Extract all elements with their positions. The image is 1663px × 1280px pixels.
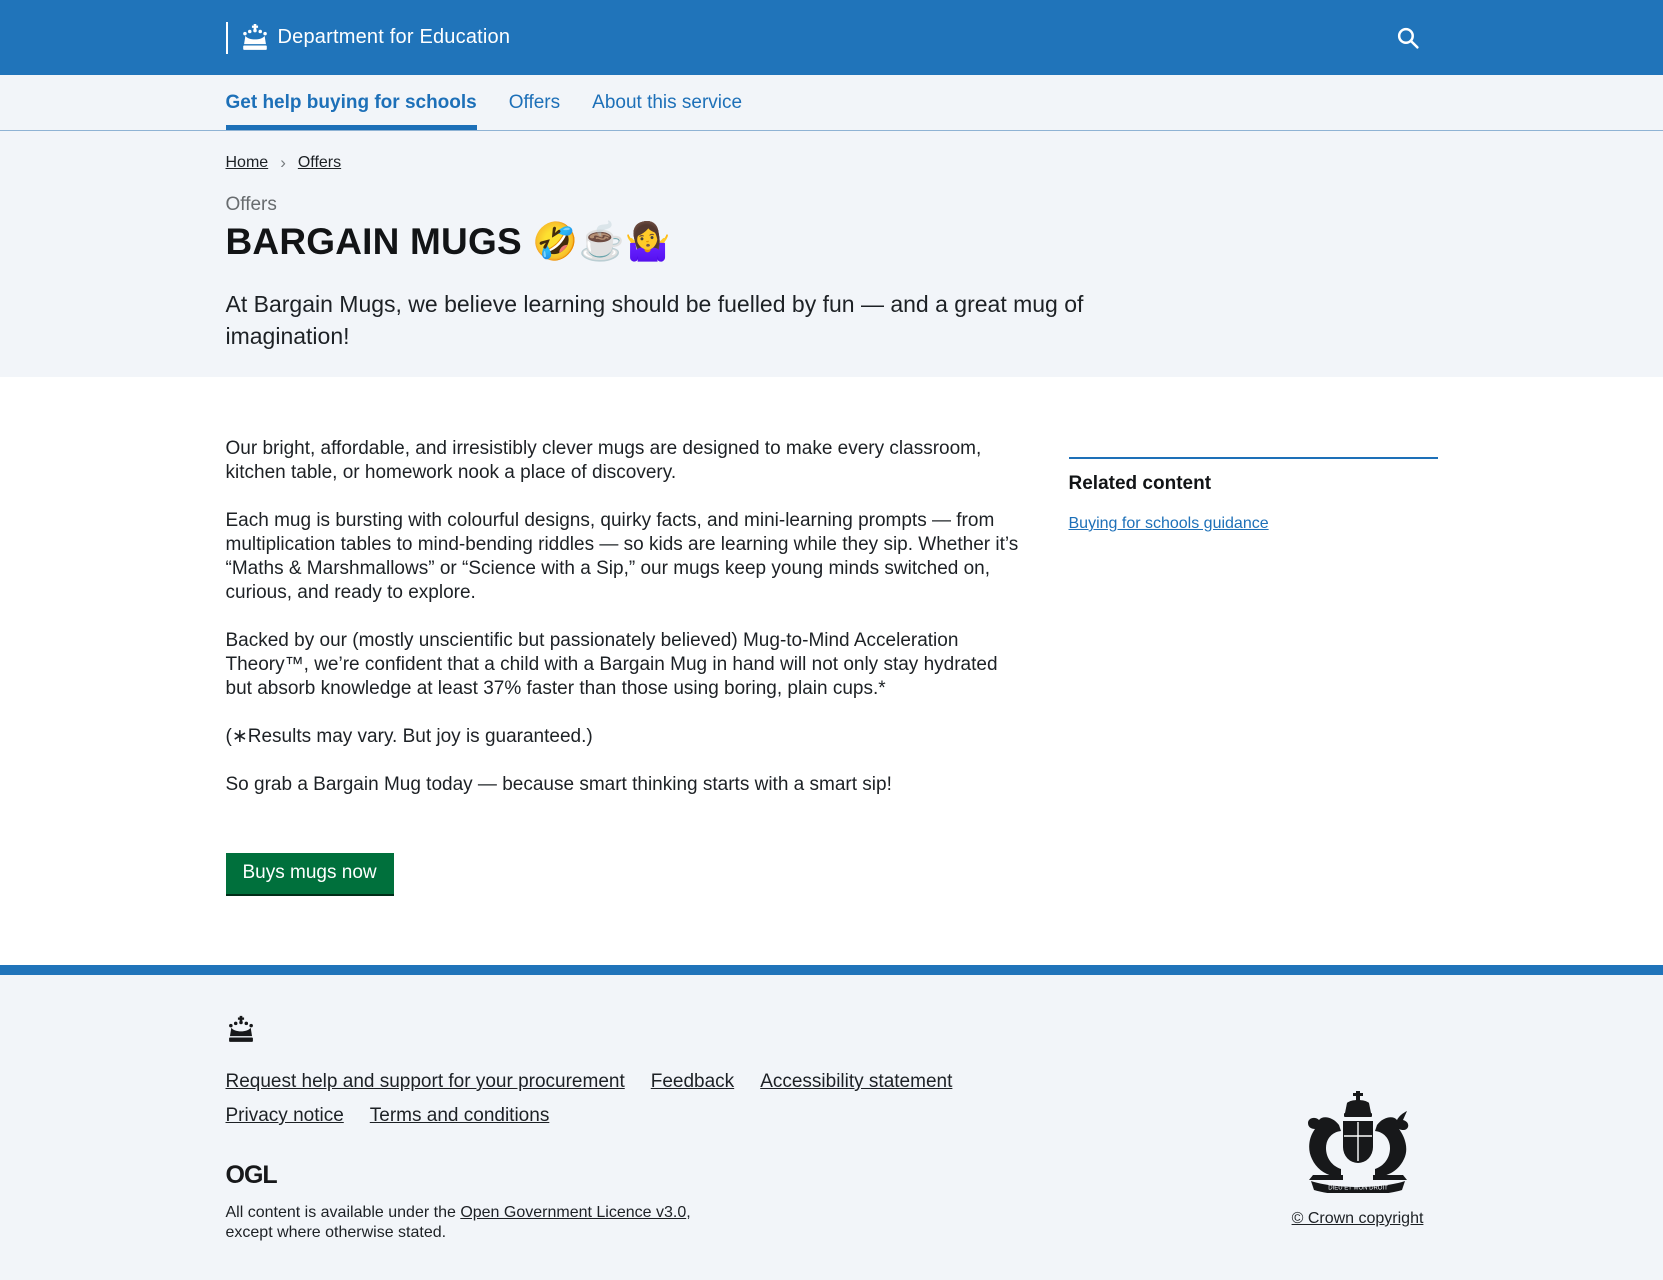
tab-get-help-buying-for-schools[interactable]: Get help buying for schools — [226, 75, 477, 130]
chevron-right-icon: › — [280, 153, 286, 172]
open-government-licence-link[interactable]: Open Government Licence v3.0 — [460, 1204, 687, 1221]
main-content — [0, 377, 1663, 965]
service-nav — [0, 75, 1663, 131]
ogl-icon: OGL — [225, 1161, 277, 1189]
page-caption: Offers — [225, 194, 277, 215]
org-name: Department for Education — [277, 26, 511, 48]
licence-text: All content is available under the — [225, 1204, 461, 1221]
related-content-panel — [1069, 457, 1438, 894]
buy-mugs-button[interactable]: Buys mugs now — [226, 853, 394, 894]
footer-link-feedback[interactable]: Feedback — [650, 1071, 735, 1092]
licence-statement — [226, 1203, 696, 1243]
related-content-heading: Related content — [1068, 473, 1212, 494]
dfe-logo-link[interactable] — [226, 22, 511, 54]
body-copy — [226, 437, 1021, 894]
footer-link-privacy[interactable]: Privacy notice — [225, 1105, 344, 1126]
tab-about-this-service[interactable]: About this service — [592, 91, 743, 113]
footer-links-row — [226, 1105, 1438, 1127]
breadcrumb-home-link[interactable]: Home — [225, 154, 269, 171]
site-footer — [0, 965, 1663, 1280]
tab-offers[interactable]: Offers — [508, 91, 561, 113]
footer-link-request-help[interactable]: Request help and support for your procurement — [225, 1071, 625, 1092]
page-subtitle: At Bargain Mugs, we believe learning should be fuelled by fun — and a great mug of imagination! — [225, 291, 1084, 349]
search-button[interactable] — [1391, 21, 1424, 54]
footer-link-terms[interactable]: Terms and conditions — [369, 1105, 550, 1126]
search-icon — [1395, 25, 1420, 50]
licence-text: , except where otherwise stated. — [225, 1204, 691, 1241]
paragraph: So grab a Bargain Mug today — because smart thinking starts with a smart sip! — [225, 774, 892, 795]
breadcrumb-offers-link[interactable]: Offers — [297, 154, 342, 171]
arms-motto: DIEU ET MON DROIT — [1327, 1185, 1388, 1192]
paragraph: Our bright, affordable, and irresistibly clever mugs are designed to make every classroom, kitchen table, or homework nook a place of discovery. — [225, 438, 982, 483]
breadcrumb — [226, 153, 1438, 173]
footer-accent-bar — [0, 965, 1663, 975]
page-title: BARGAIN MUGS 🤣☕🤷‍♀️ — [225, 221, 672, 262]
hero-section — [0, 131, 1663, 377]
footer-links-row — [226, 1071, 1438, 1093]
dfe-crest-icon — [240, 24, 270, 52]
paragraph: (∗Results may vary. But joy is guaranteed.) — [225, 726, 593, 747]
crown-copyright-block — [1278, 1091, 1438, 1228]
crown-copyright-link[interactable]: © Crown copyright — [1291, 1210, 1424, 1227]
logo-divider-bar — [226, 22, 228, 54]
buying-for-schools-guidance-link[interactable]: Buying for schools guidance — [1068, 515, 1269, 532]
footer-link-accessibility[interactable]: Accessibility statement — [760, 1071, 953, 1092]
royal-coat-of-arms-icon — [1299, 1091, 1417, 1193]
paragraph: Each mug is bursting with colourful designs, quirky facts, and mini-learning prompts — from multiplication tables to mind-bending riddles — so kids are learning while they sip. Whether it’s “Maths & Marshmallows” or “Science with a Sip,” our mugs keep young minds switched on, curious, and ready to explore. — [225, 510, 1019, 603]
crown-icon — [226, 1015, 256, 1045]
paragraph: Backed by our (mostly unscientific but passionately believed) Mug-to-Mind Acceleration Theory™, we’re confident that a child with a Bargain Mug in hand will not only stay hydrated but absorb knowledge at least 37% faster than those using boring, plain cups.* — [225, 630, 998, 699]
site-header — [0, 0, 1663, 75]
